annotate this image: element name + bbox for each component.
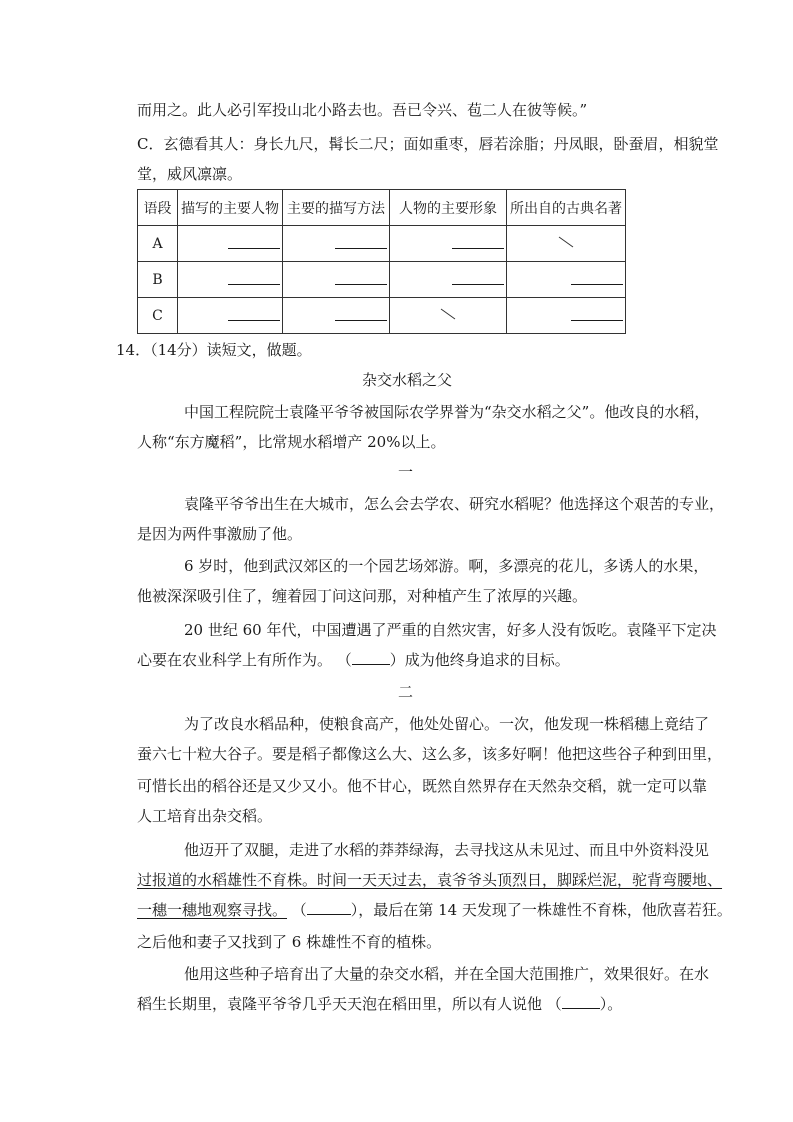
paragraph-5-line-2: 蚕六七十粒大谷子。要是稻子都像这么大、这么多，该多好啊！他把这些谷子种到田里，	[137, 745, 723, 763]
paragraph-5-line-3: 可惜长出的稻谷还是又少又小。他不甘心，既然自然界存在天然杂交稻，就一定可以靠	[137, 777, 708, 795]
row-label: C	[138, 298, 178, 334]
table-header: 人物的主要形象	[390, 190, 507, 226]
fill-in-blank[interactable]	[352, 650, 390, 665]
paragraph-5-line-1: 为了改良水稻品种，使粮食高产，他处处留心。一次，他发现一株稻穗上竟结了	[184, 715, 710, 733]
paragraph-6-line-3	[137, 900, 732, 920]
underlined-sentence: 一穗一穗地观察寻找。	[137, 901, 288, 919]
article-title: 杂交水稻之父	[362, 371, 453, 389]
paragraph-7-line-2	[137, 994, 622, 1014]
answer-blank-cell[interactable]	[283, 226, 390, 262]
slash-cell	[507, 226, 626, 262]
table-header: 主要的描写方法	[283, 190, 390, 226]
paragraph-5-line-4: 人工培育出杂交稻。	[137, 807, 273, 825]
paragraph-1-line-2: 人称“东方魔稻”，比常规水稻增产 20%以上。	[137, 433, 446, 451]
section-marker-2: 二	[398, 683, 414, 701]
text-segment: ），最后在第 14 天发现了一株雄性不育株，他欣喜若狂。	[350, 901, 732, 919]
paragraph-7-line-1: 他用这些种子培育出了大量的杂交水稻，并在全国大范围推广，效果很好。在水	[184, 965, 710, 983]
answer-blank-cell[interactable]	[178, 226, 283, 262]
table-header-row	[138, 190, 626, 226]
answer-blank-cell[interactable]	[283, 262, 390, 298]
table-header: 描写的主要人物	[178, 190, 283, 226]
answer-table	[137, 189, 626, 334]
answer-blank-cell[interactable]	[178, 262, 283, 298]
option-c-line-2: 堂，威风凛凛。	[137, 165, 243, 183]
answer-blank-cell[interactable]	[507, 298, 626, 334]
section-marker-1: 一	[398, 463, 414, 481]
slash-mark	[557, 236, 575, 248]
table-row	[138, 298, 626, 334]
fill-in-blank[interactable]	[307, 900, 351, 915]
paragraph-6-line-4: 之后他和妻子又找到了 6 株雄性不育的植株。	[137, 933, 442, 951]
fill-in-blank[interactable]	[562, 994, 600, 1009]
answer-blank-cell[interactable]	[283, 298, 390, 334]
slash-cell	[390, 298, 507, 334]
text-segment: 过报道的水稻雄性不育株。	[137, 871, 318, 889]
paragraph-6-line-2	[137, 870, 722, 890]
underlined-sentence: 时间一天天过去，袁爷爷头顶烈日，脚踩烂泥，驼背弯腰地、	[317, 871, 723, 889]
question-14-heading: 14．（14分）读短文，做题。	[116, 341, 312, 359]
answer-blank-cell[interactable]	[390, 226, 507, 262]
paragraph-4-line-1: 20 世纪 60 年代，中国遭遇了严重的自然灾害，好多人没有饭吃。袁隆平下定决	[184, 621, 717, 639]
answer-blank-cell[interactable]	[390, 262, 507, 298]
text-segment: 稻生长期里，袁隆平爷爷几乎天天泡在稻田里，所以有人说他 （	[137, 995, 562, 1013]
paragraph-4-line-2	[137, 650, 570, 670]
paragraph-3-line-2: 他被深深吸引住了，缠着园丁问这问那，对种植产生了浓厚的兴趣。	[137, 587, 588, 605]
passage-line-1: 而用之。此人必引军投山北小路去也。吾已令兴、苞二人在彼等候。”	[137, 101, 588, 119]
text-segment: ）成为他终身追求的目标。	[389, 651, 570, 669]
paragraph-2-line-1: 袁隆平爷爷出生在大城市，怎么会去学农、研究水稻呢？他选择这个艰苦的专业，	[184, 495, 725, 513]
slash-mark	[439, 308, 457, 320]
paragraph-6-line-1: 他迈开了双腿，走进了水稻的莽莽绿海，去寻找这从未见过、而且中外资料没见	[184, 841, 710, 859]
text-segment: 心要在农业科学上有所作为。 （	[137, 651, 352, 669]
table-row	[138, 226, 626, 262]
paragraph-2-line-2: 是因为两件事激励了他。	[137, 525, 303, 543]
table-row	[138, 262, 626, 298]
row-label: A	[138, 226, 178, 262]
paragraph-3-line-1: 6 岁时，他到武汉郊区的一个园艺场郊游。啊，多漂亮的花儿，多诱人的水果，	[184, 557, 709, 575]
row-label: B	[138, 262, 178, 298]
option-c-line-1: C．玄德看其人：身长九尺，髯长二尺；面如重枣，唇若涂脂；丹凤眼，卧蚕眉，相貌堂	[137, 135, 719, 153]
text-segment: ）。	[599, 995, 623, 1013]
paragraph-1-line-1: 中国工程院院士袁隆平爷爷被国际农学界誉为“杂交水稻之父”。他改良的水稻，	[184, 403, 710, 421]
answer-blank-cell[interactable]	[507, 262, 626, 298]
answer-blank-cell[interactable]	[178, 298, 283, 334]
table-header: 所出自的古典名著	[507, 190, 626, 226]
text-segment: （	[287, 901, 307, 919]
table-header: 语段	[138, 190, 178, 226]
